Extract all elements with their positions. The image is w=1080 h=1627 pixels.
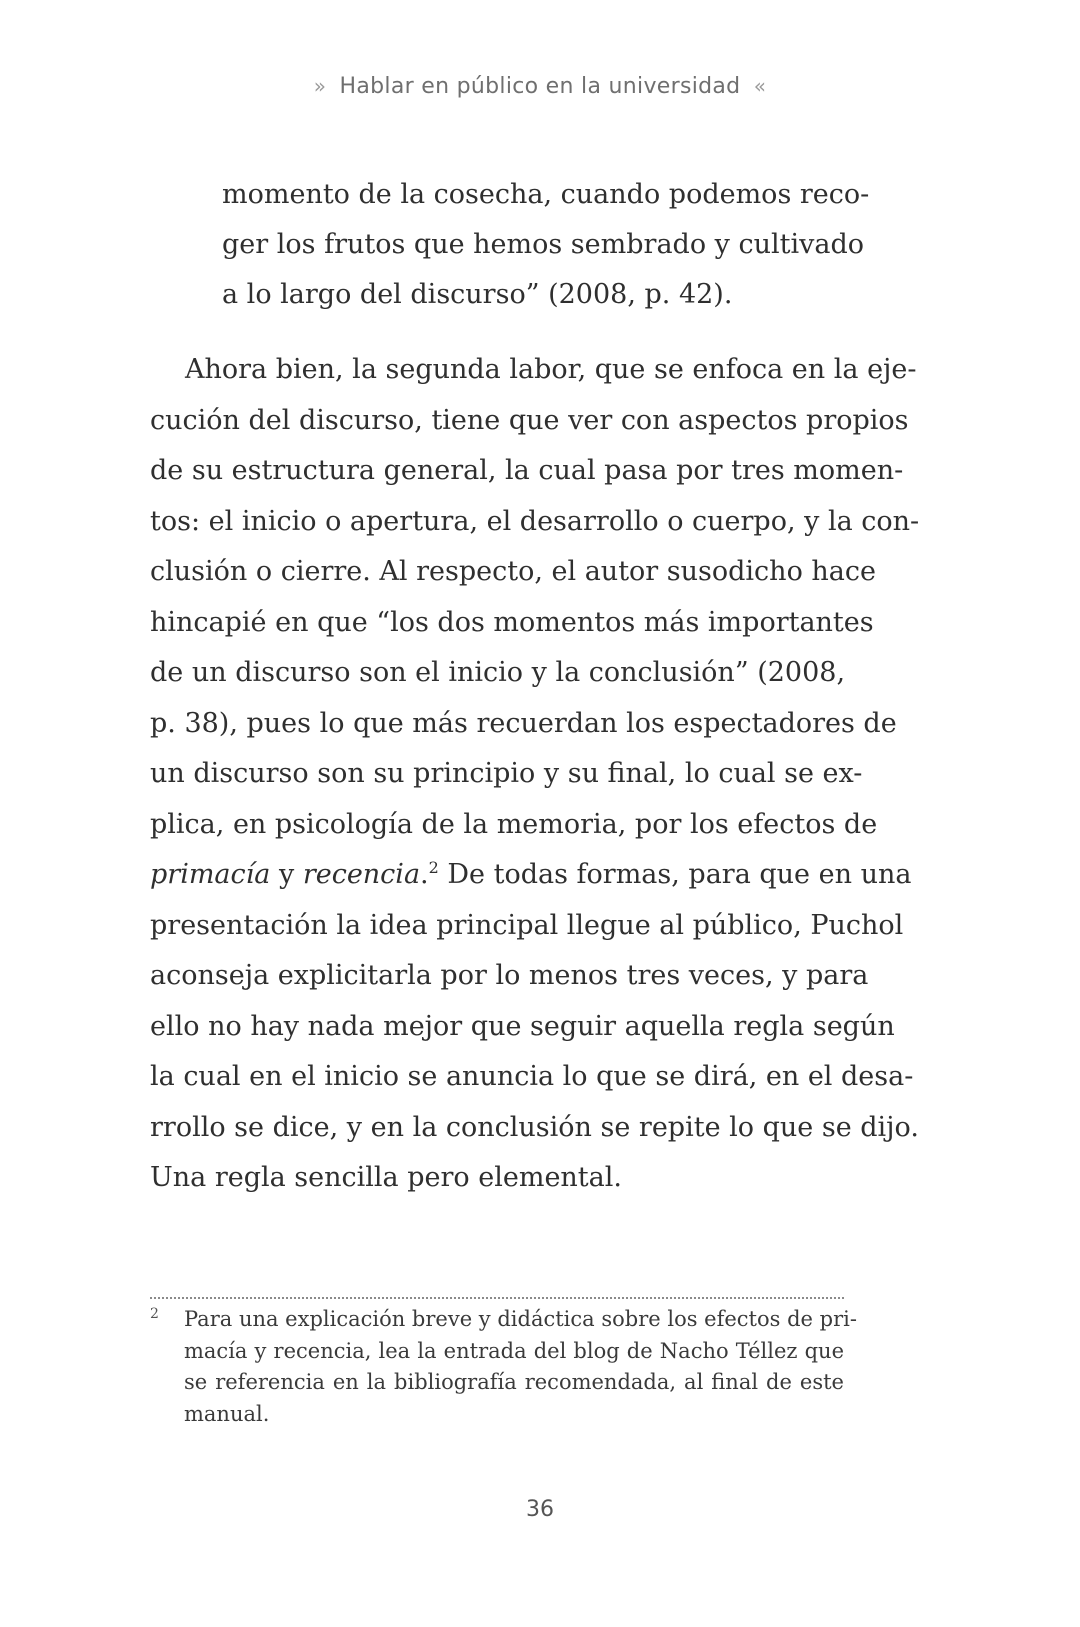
line-rest: De todas formas, para que en una [438,859,912,890]
paragraph-line: ello no hay nada mejor que seguir aquella regla según [150,1010,895,1042]
header-title: Hablar en público en la universidad [339,74,741,99]
paragraph-line: plica, en psicología de la memoria, por los efectos de [150,808,878,840]
footnote-number: 2 [150,1306,159,1322]
paragraph-line: tos: el inicio o apertura, el desarrollo o cuerpo, y la con- [150,505,920,537]
header-left-mark: » [313,74,327,98]
page-number: 36 [526,1497,554,1522]
paragraph-line: la cual en el inicio se anuncia lo que se dirá, en el desa- [150,1061,914,1092]
paragraph-line: p. 38), pues lo que más recuerdan los espectadores de [150,707,897,739]
paragraph-line: un discurso son su principio y su final, lo cual se ex- [150,758,863,789]
footnote [150,1304,857,1430]
paragraph-line: de un discurso son el inicio y la conclusión” (2008, [150,657,846,688]
quote-line: ger los frutos que hemos sembrado y cultivado [222,229,865,260]
quote-line: a lo largo del discurso” (2008, p. 42). [222,279,733,310]
paragraph-line: rrollo se dice, y en la conclusión se repite lo que se dijo. [150,1111,919,1143]
footnote-line: macía y recencia, lea la entrada del blog de Nacho Téllez que [184,1338,844,1363]
quote-line: momento de la cosecha, cuando podemos reco- [222,179,870,210]
paragraph-line: aconseja explicitarla por lo menos tres veces, y para [150,960,869,991]
paragraph-line-italic [150,850,912,901]
running-header [0,74,1080,99]
period: . [420,859,429,890]
footnote-reference[interactable]: 2 [428,858,439,877]
footnote-last-line: manual. [184,1401,270,1426]
paragraph-line: hincapié en que “los dos momentos más importantes [150,606,874,638]
block-quote [222,170,870,320]
header-right-mark: « [753,74,767,98]
paragraph-line: clusión o cierre. Al respecto, el autor susodicho hace [150,556,876,587]
paragraph-last-line: Una regla sencilla pero elemental. [150,1162,622,1193]
footnote-separator [150,1297,844,1299]
footnote-line: se referencia en la bibliografía recomendada, al final de este [184,1370,844,1394]
paragraph-line: cución del discurso, tiene que ver con aspectos propios [150,404,909,436]
conjunction: y [270,859,303,890]
footnote-text [184,1304,857,1430]
body-paragraph [150,345,920,1204]
paragraph-line: presentación la idea principal llegue al público, Puchol [150,909,904,941]
paragraph-line: de su estructura general, la cual pasa por tres momen- [150,455,904,486]
term-primacia: primacía [150,859,271,890]
term-recencia: recencia [302,859,421,890]
footnote-line: Para una explicación breve y didáctica sobre los efectos de pri- [184,1307,857,1331]
paragraph-line: Ahora bien, la segunda labor, que se enfoca en la eje- [185,354,917,385]
